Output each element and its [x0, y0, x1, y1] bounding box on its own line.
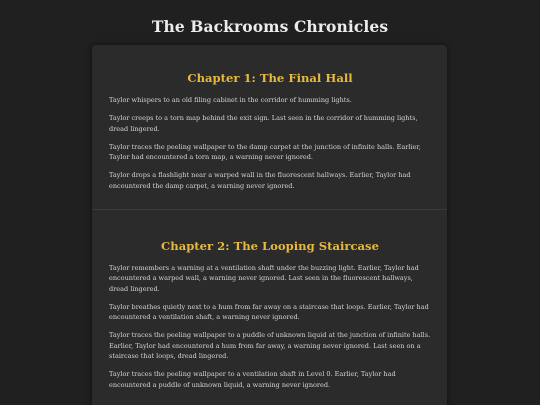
- site-title: The Backrooms Chronicles: [151, 17, 389, 36]
- chapter-paragraph: Taylor whispers to an old filing cabinet in the corridor of humming lights.: [109, 96, 352, 104]
- chapter-title: Chapter 1: The Final Hall: [187, 71, 353, 85]
- chapter-title: Chapter 2: The Looping Staircase: [161, 238, 379, 253]
- chapter-paragraph: Taylor creeps to a torn map behind the exit sign. Last seen in the corridor of humming lights, dread lingered.: [109, 114, 418, 133]
- chapter-2: [92, 210, 447, 405]
- chapter-paragraph: Taylor drops a flashlight near a warped wall in the fluorescent hallways. Earlier, Taylor had encountered the damp carpet, a warning never ignored.: [109, 171, 411, 190]
- chapter-paragraph: Taylor breathes quietly next to a hum from far away on a staircase that loops. Earlier, Taylor had encountered a ventilation shaft, a warning never ignored.: [109, 302, 429, 321]
- chapter-paragraph: Taylor traces the peeling wallpaper to the damp carpet at the junction of infinite halls. Earlier, Taylor had encountered a torn map, a warning never ignored.: [109, 142, 421, 161]
- chapter-paragraph: Taylor traces the peeling wallpaper to a ventilation shaft in Level 0. Earlier, Taylor had encountered a puddle of unknown liquid, a warning never ignored.: [109, 370, 396, 389]
- story-container[interactable]: [92, 45, 447, 405]
- chapter-paragraph: Taylor traces the peeling wallpaper to a puddle of unknown liquid at the junction of infinite halls. Earlier, Taylor had encountered a hum from far away, a warning never ignored. Last seen on a staircase that loops, dread lingered.: [109, 331, 431, 360]
- chapter-paragraph: Taylor remembers a warning at a ventilation shaft under the buzzing light. Earlier, Taylor had encountered a warped wall, a warning never ignored. Last seen in the fluorescent hallways, dread lingered.: [109, 263, 419, 293]
- chapter-1: [92, 45, 447, 210]
